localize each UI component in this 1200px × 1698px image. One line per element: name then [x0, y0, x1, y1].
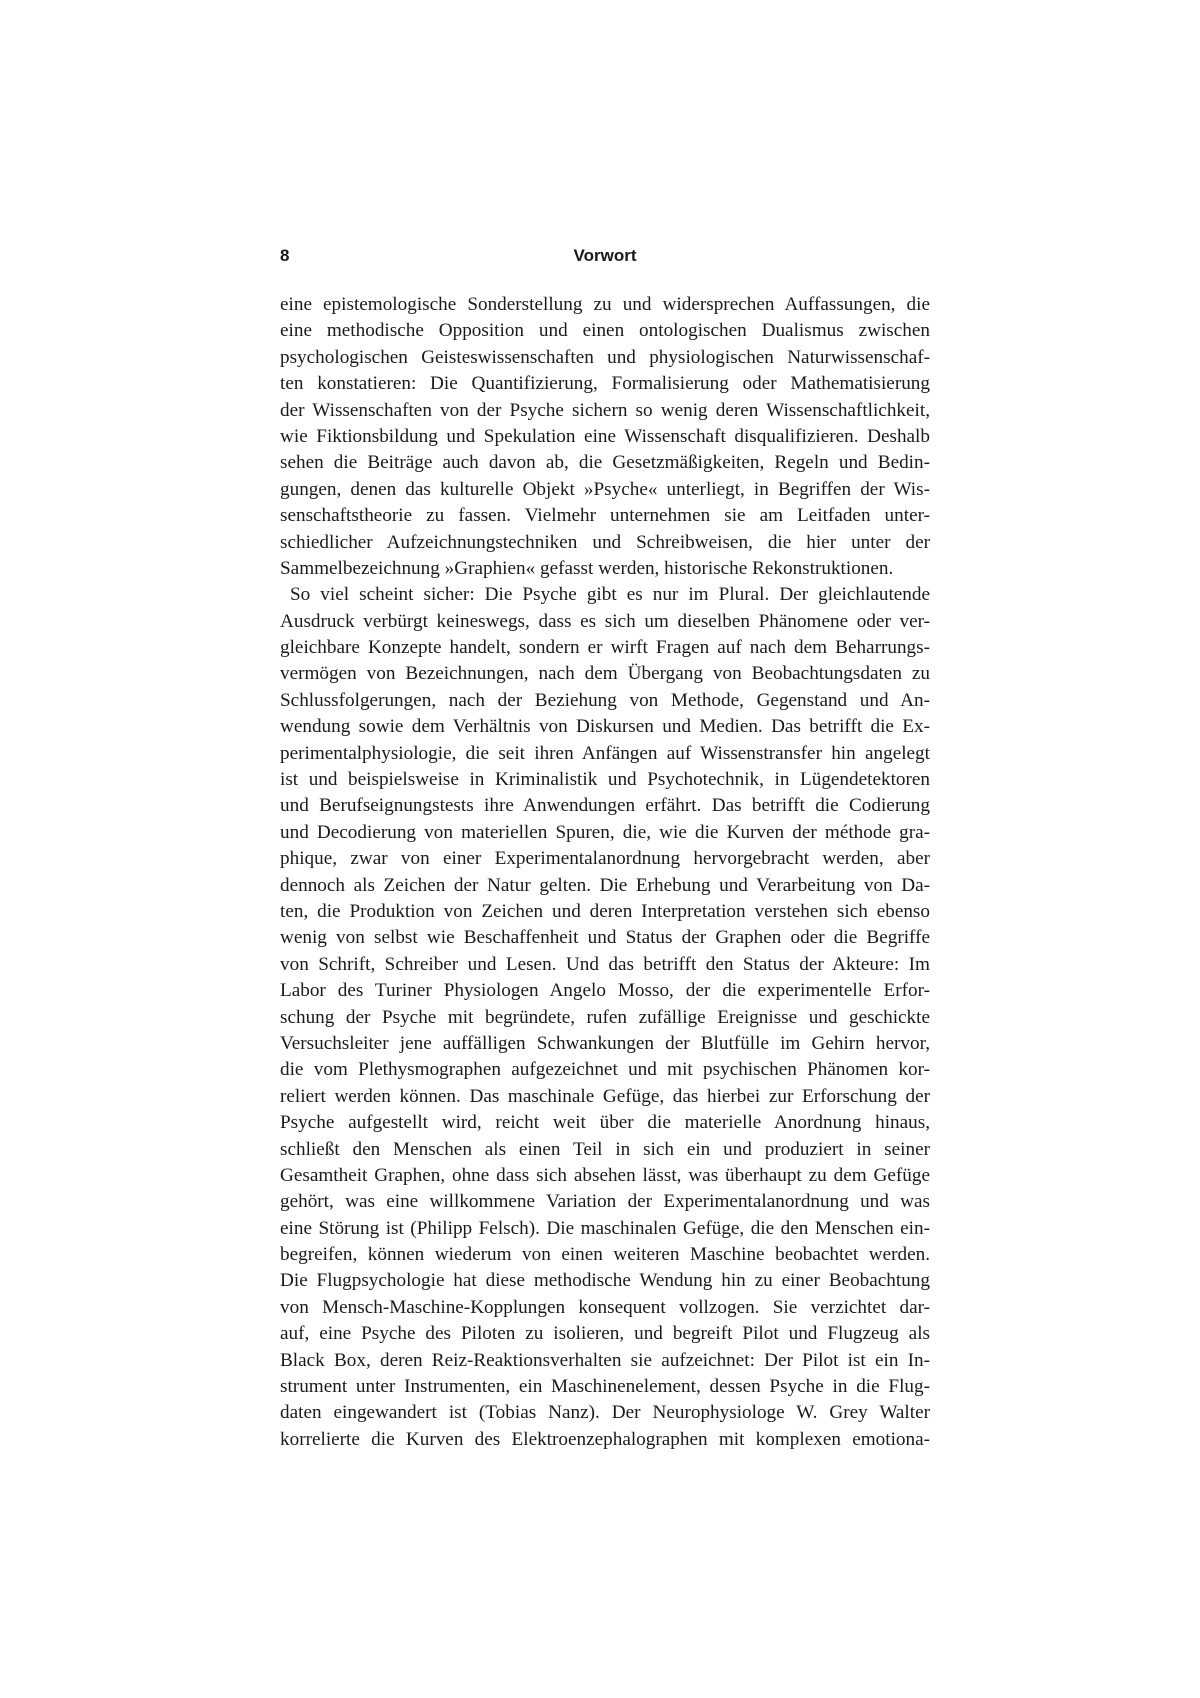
- page-number: 8: [280, 246, 290, 265]
- text-line: eine methodische Opposition und einen ontologischen Dualismus zwischen: [280, 320, 930, 342]
- text-line: strument unter Instrumenten, ein Maschinenelement, dessen Psyche in die Flug-: [280, 1376, 930, 1398]
- text-line: Gesamtheit Graphen, ohne dass sich absehen lässt, was überhaupt zu dem Gefüge: [280, 1164, 930, 1186]
- body-text: [280, 292, 930, 1453]
- text-line: Psyche aufgestellt wird, reicht weit über die materielle Anordnung hinaus,: [280, 1112, 930, 1134]
- text-line: auf, eine Psyche des Piloten zu isolieren, und begreift Pilot und Flugzeug als: [280, 1323, 930, 1345]
- text-line: vermögen von Bezeichnungen, nach dem Übergang von Beobachtungsdaten zu: [280, 663, 930, 685]
- text-line: phique, zwar von einer Experimentalanordnung hervorgebracht werden, aber: [280, 848, 930, 870]
- text-line: schiedlicher Aufzeichnungstechniken und Schreibweisen, die hier unter der: [280, 531, 930, 553]
- text-line: Die Flugpsychologie hat diese methodische Wendung hin zu einer Beobachtung: [280, 1270, 930, 1292]
- text-line: ten konstatieren: Die Quantifizierung, Formalisierung oder Mathematisierung: [280, 373, 930, 395]
- text-line: reliert werden können. Das maschinale Gefüge, das hierbei zur Erforschung der: [280, 1085, 930, 1107]
- text-line: von Schrift, Schreiber und Lesen. Und das betrifft den Status der Akteure: Im: [280, 953, 930, 975]
- text-line: gleichbare Konzepte handelt, sondern er wirft Fragen auf nach dem Beharrungs-: [280, 637, 930, 659]
- text-line: korrelierte die Kurven des Elektroenzephalographen mit komplexen emotiona-: [280, 1428, 930, 1450]
- text-line: der Wissenschaften von der Psyche sichern so wenig deren Wissenschaftlichkeit,: [280, 399, 930, 421]
- text-line: wendung sowie dem Verhältnis von Diskursen und Medien. Das betrifft die Ex-: [280, 716, 930, 738]
- text-line: Schlussfolgerungen, nach der Beziehung von Methode, Gegenstand und An-: [280, 689, 930, 711]
- text-line: schung der Psyche mit begründete, rufen zufällige Ereignisse und geschickte: [280, 1006, 930, 1028]
- text-line: gungen, denen das kulturelle Objekt »Psyche« unterliegt, in Begriffen der Wis-: [280, 478, 930, 500]
- text-line: Versuchsleiter jene auffälligen Schwankungen der Blutfülle im Gehirn hervor,: [280, 1032, 930, 1054]
- text-line: sehen die Beiträge auch davon ab, die Gesetzmäßigkeiten, Regeln und Bedin-: [280, 452, 930, 474]
- text-line: daten eingewandert ist (Tobias Nanz). Der Neurophysiologe W. Grey Walter: [280, 1402, 930, 1424]
- text-line: begreifen, können wiederum von einen weiteren Maschine beobachtet werden.: [280, 1244, 930, 1266]
- text-line: und Decodierung von materiellen Spuren, die, wie die Kurven der méthode gra-: [280, 821, 930, 843]
- text-line: psychologischen Geisteswissenschaften und physiologischen Naturwissenschaf-: [280, 346, 930, 368]
- text-line: schließt den Menschen als einen Teil in sich ein und produziert in seiner: [280, 1138, 930, 1160]
- text-line: wie Fiktionsbildung und Spekulation eine Wissenschaft disqualifizieren. Deshalb: [280, 425, 930, 447]
- text-line: Black Box, deren Reiz-Reaktionsverhalten sie aufzeichnet: Der Pilot ist ein In-: [280, 1349, 930, 1371]
- text-line: dennoch als Zeichen der Natur gelten. Die Erhebung und Verarbeitung von Da-: [280, 874, 930, 896]
- text-line: eine epistemologische Sonderstellung zu und widersprechen Auffassungen, die: [280, 294, 930, 315]
- text-line: und Berufseignungstests ihre Anwendungen erfährt. Das betrifft die Codierung: [280, 795, 930, 817]
- running-head: Vorwort: [573, 246, 637, 265]
- text-line: eine Störung ist (Philipp Felsch). Die maschinalen Gefüge, die den Menschen ein-: [280, 1217, 930, 1239]
- text-line: gehört, was eine willkommene Variation der Experimentalanordnung und was: [280, 1191, 930, 1213]
- text-line: wenig von selbst wie Beschaffenheit und Status der Graphen oder die Begriffe: [280, 927, 930, 949]
- text-line: ist und beispielsweise in Kriminalistik und Psychotechnik, in Lügendetektoren: [280, 769, 930, 791]
- page-header: [280, 246, 930, 276]
- text-line: Sammelbezeichnung »Graphien« gefasst werden, historische Rekonstruktionen.: [280, 557, 894, 579]
- text-line: von Mensch-Maschine-Kopplungen konsequent vollzogen. Sie verzichtet dar-: [280, 1296, 930, 1318]
- text-line: senschaftstheorie zu fassen. Vielmehr unternehmen sie am Leitfaden unter-: [280, 505, 930, 527]
- text-line: So viel scheint sicher: Die Psyche gibt es nur im Plural. Der gleichlautende: [290, 584, 930, 606]
- text-line: Ausdruck verbürgt keineswegs, dass es sich um dieselben Phänomene oder ver-: [280, 610, 930, 632]
- text-line: ten, die Produktion von Zeichen und deren Interpretation verstehen sich ebenso: [280, 900, 930, 922]
- text-line: perimentalphysiologie, die seit ihren Anfängen auf Wissenstransfer hin angelegt: [280, 742, 930, 764]
- text-line: die vom Plethysmographen aufgezeichnet und mit psychischen Phänomen kor-: [280, 1059, 930, 1081]
- text-line: Labor des Turiner Physiologen Angelo Mosso, der die experimentelle Erfor-: [280, 980, 930, 1002]
